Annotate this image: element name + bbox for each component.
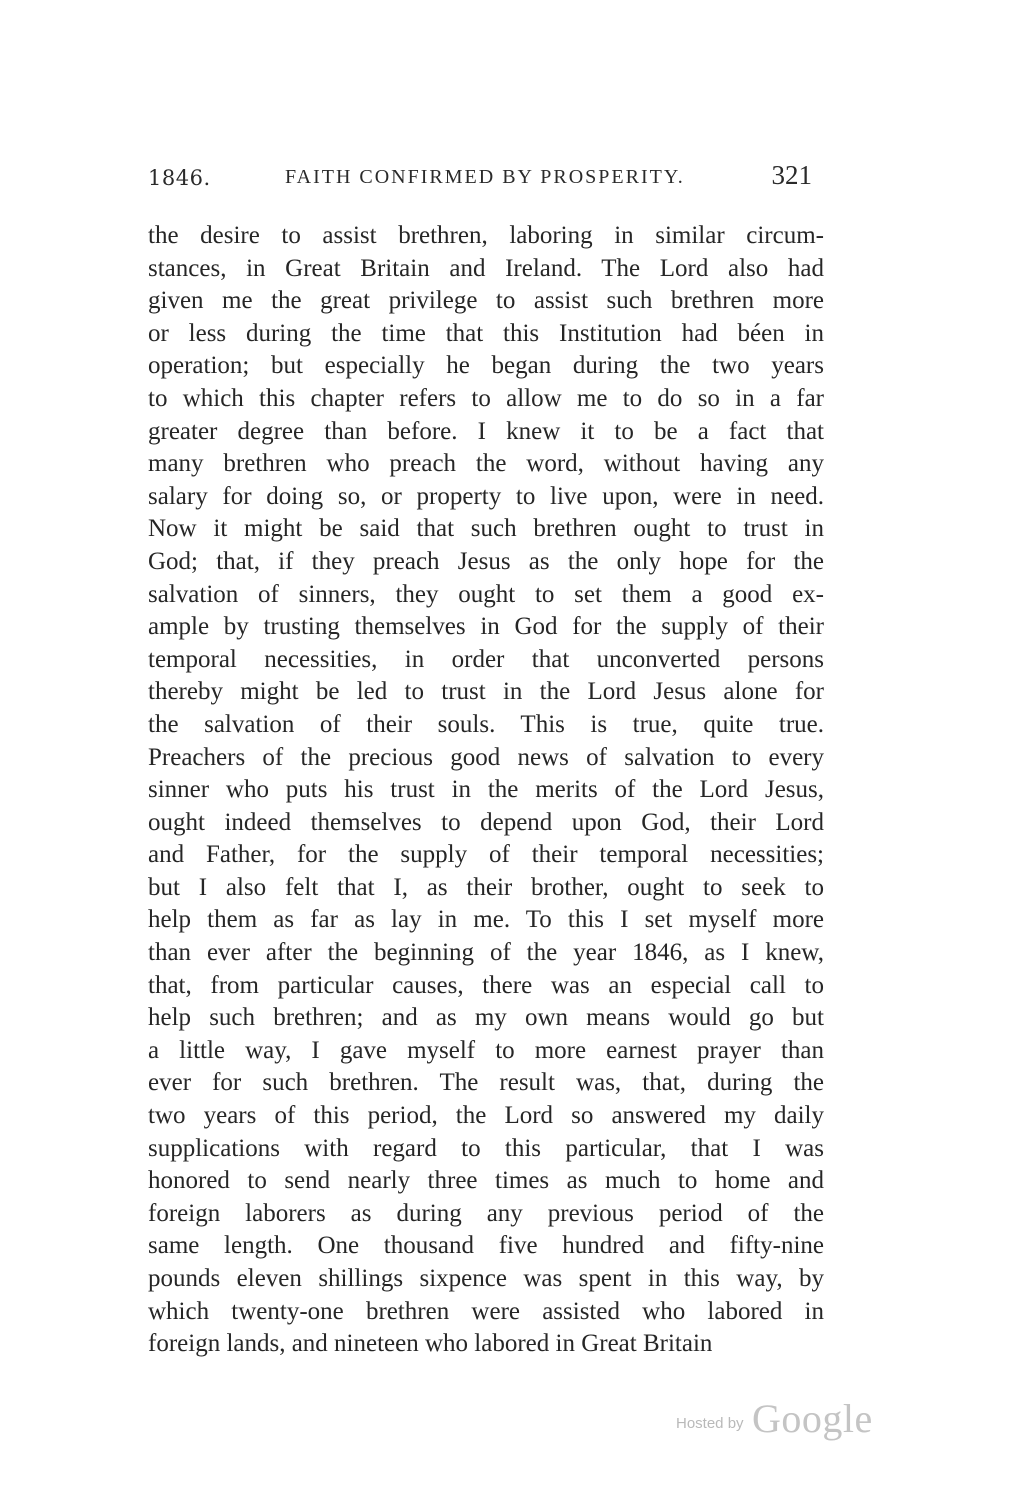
- text-line: stances, in Great Britain and Ireland. The Lord also had: [148, 254, 824, 282]
- text-line: to which this chapter refers to allow me to do so in a far: [148, 384, 824, 412]
- text-line: ever for such brethren. The result was, that, during the: [148, 1069, 824, 1097]
- text-line: foreign lands, and nineteen who labored in Great Britain: [148, 1330, 713, 1358]
- header-year: 1846.: [148, 166, 211, 190]
- google-logo: Google: [752, 1396, 873, 1441]
- header-title: FAITH CONFIRMED BY PROSPERITY.: [285, 166, 685, 188]
- text-line: honored to send nearly three times as much to home and: [148, 1167, 824, 1195]
- text-line: many brethren who preach the word, without having any: [148, 450, 824, 478]
- body-text: [148, 220, 824, 1361]
- text-line: pounds eleven shillings sixpence was spent in this way, by: [148, 1265, 824, 1292]
- text-line: help such brethren; and as my own means would go but: [148, 1004, 824, 1032]
- text-line: the salvation of their souls. This is true, quite true.: [148, 710, 824, 738]
- text-line: two years of this period, the Lord so answered my daily: [148, 1102, 824, 1130]
- text-line: ought indeed themselves to depend upon God, their Lord: [148, 808, 824, 836]
- text-line: than ever after the beginning of the year 1846, as I knew,: [148, 939, 824, 967]
- text-line: salary for doing so, or property to live upon, were in need.: [148, 482, 824, 510]
- text-line: sinner who puts his trust in the merits of the Lord Jesus,: [148, 776, 824, 804]
- text-line: foreign laborers as during any previous period of the: [148, 1199, 824, 1227]
- text-line: and Father, for the supply of their temporal necessities;: [148, 841, 824, 869]
- text-line: the desire to assist brethren, laboring in similar circum-: [148, 222, 824, 249]
- text-line: or less during the time that this Institution had béen in: [148, 319, 824, 347]
- text-line: salvation of sinners, they ought to set them a good ex-: [148, 580, 824, 608]
- text-line: which twenty-one brethren were assisted who labored in: [148, 1297, 824, 1325]
- text-line: operation; but especially he began during the two years: [148, 352, 824, 380]
- hosted-by-google-watermark: [676, 1395, 886, 1445]
- text-line: supplications with regard to this particular, that I was: [148, 1134, 824, 1162]
- text-line: ample by trusting themselves in God for the supply of their: [148, 613, 824, 641]
- text-line: that, from particular causes, there was an especial call to: [148, 971, 824, 999]
- text-line: a little way, I gave myself to more earnest prayer than: [148, 1036, 824, 1064]
- text-line: temporal necessities, in order that unconverted persons: [148, 645, 824, 673]
- text-line: thereby might be led to trust in the Lord Jesus alone for: [148, 678, 824, 706]
- text-line: God; that, if they preach Jesus as the only hope for the: [148, 547, 824, 575]
- watermark-hosted-by: Hosted by: [676, 1415, 744, 1432]
- text-line: help them as far as lay in me. To this I set myself more: [148, 906, 824, 934]
- text-line: greater degree than before. I knew it to be a fact that: [148, 417, 824, 445]
- text-line: given me the great privilege to assist such brethren more: [148, 287, 824, 315]
- running-head: [148, 160, 812, 200]
- text-line: same length. One thousand five hundred and fifty-nine: [148, 1232, 824, 1260]
- page-number: 321: [771, 160, 812, 190]
- text-line: Now it might be said that such brethren ought to trust in: [148, 515, 824, 543]
- text-line: Preachers of the precious good news of salvation to every: [148, 743, 824, 771]
- text-line: but I also felt that I, as their brother, ought to seek to: [148, 873, 824, 901]
